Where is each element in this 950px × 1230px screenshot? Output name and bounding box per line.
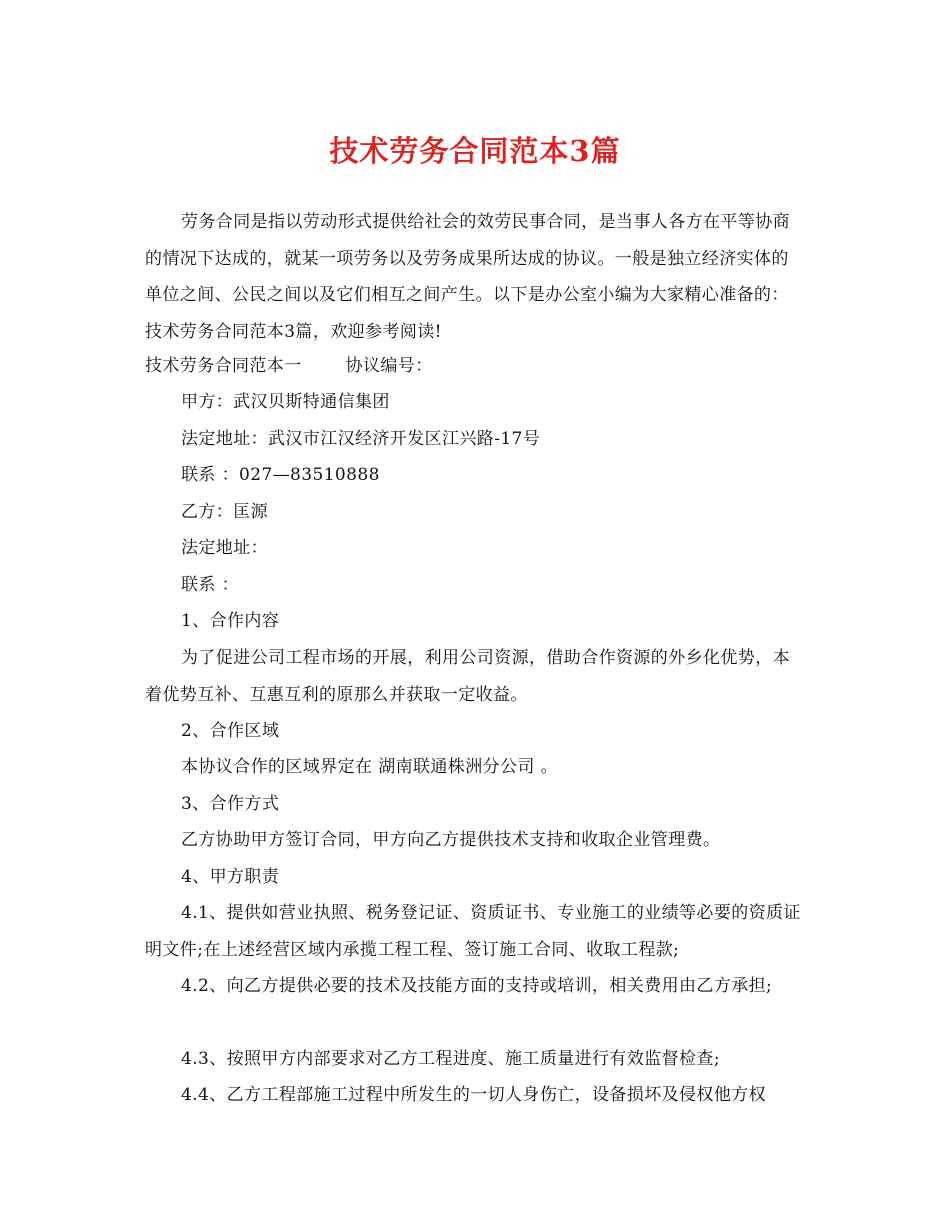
clause-1-text: 为了促进公司工程市场的开展，利用公司资源，借助合作资源的外乡化优势，本着优势互补、互惠互利的原那么并获取一定收益。 [145, 648, 790, 705]
agreement-number-label: 协议编号： [345, 356, 433, 376]
section-heading-line [145, 348, 433, 385]
clause-4-3: 4.3、按照甲方内部要求对乙方工程进度、施工质量进行有效监督检查; [181, 1049, 720, 1069]
party-a: 甲方：武汉贝斯特通信集团 [181, 392, 390, 412]
clause-4-4: 4.4、乙方工程部施工过程中所发生的一切人身伤亡，设备损坏及侵权他方权 [181, 1085, 767, 1105]
section-heading: 技术劳务合同范本一 [145, 356, 302, 376]
clause-2-text: 本协议合作的区域界定在 湖南联通株洲分公司 。 [181, 757, 559, 777]
intro-paragraph: 劳务合同是指以劳动形式提供给社会的效劳民事合同，是当事人各方在平等协商的情况下达成的，就某一项劳务以及劳务成果所达成的协议。一般是独立经济实体的单位之间、公民之间以及它们相互之间产生。以下是办公室小编为大家精心准备的：技术劳务合同范本3篇，欢迎参考阅读! [145, 212, 790, 342]
party-a-address: 法定地址：武汉市江汉经济开发区江兴路-17号 [181, 429, 541, 449]
clause-3-text: 乙方协助甲方签订合同，甲方向乙方提供技术支持和收取企业管理费。 [181, 830, 721, 850]
party-a-contact: 联系 ：027—83510888 [181, 465, 380, 485]
clause-1-title: 1、合作内容 [181, 611, 280, 631]
clause-4-1: 4.1、提供如营业执照、税务登记证、资质证书、专业施工的业绩等必要的资质证明文件;在上述经营区域内承揽工程工程、签订施工合同、收取工程款; [145, 903, 801, 960]
party-b-contact: 联系 ： [181, 575, 240, 595]
clause-3-title: 3、合作方式 [181, 794, 280, 814]
clause-4-title: 4、甲方职责 [181, 867, 280, 887]
party-b: 乙方：匡源 [181, 502, 268, 522]
clause-2-title: 2、合作区域 [181, 721, 280, 741]
clause-4-2: 4.2、向乙方提供必要的技术及技能方面的支持或培训，相关费用由乙方承担; [181, 976, 773, 996]
document-title: 技术劳务合同范本3篇 [329, 134, 621, 168]
party-b-address: 法定地址： [181, 538, 268, 558]
